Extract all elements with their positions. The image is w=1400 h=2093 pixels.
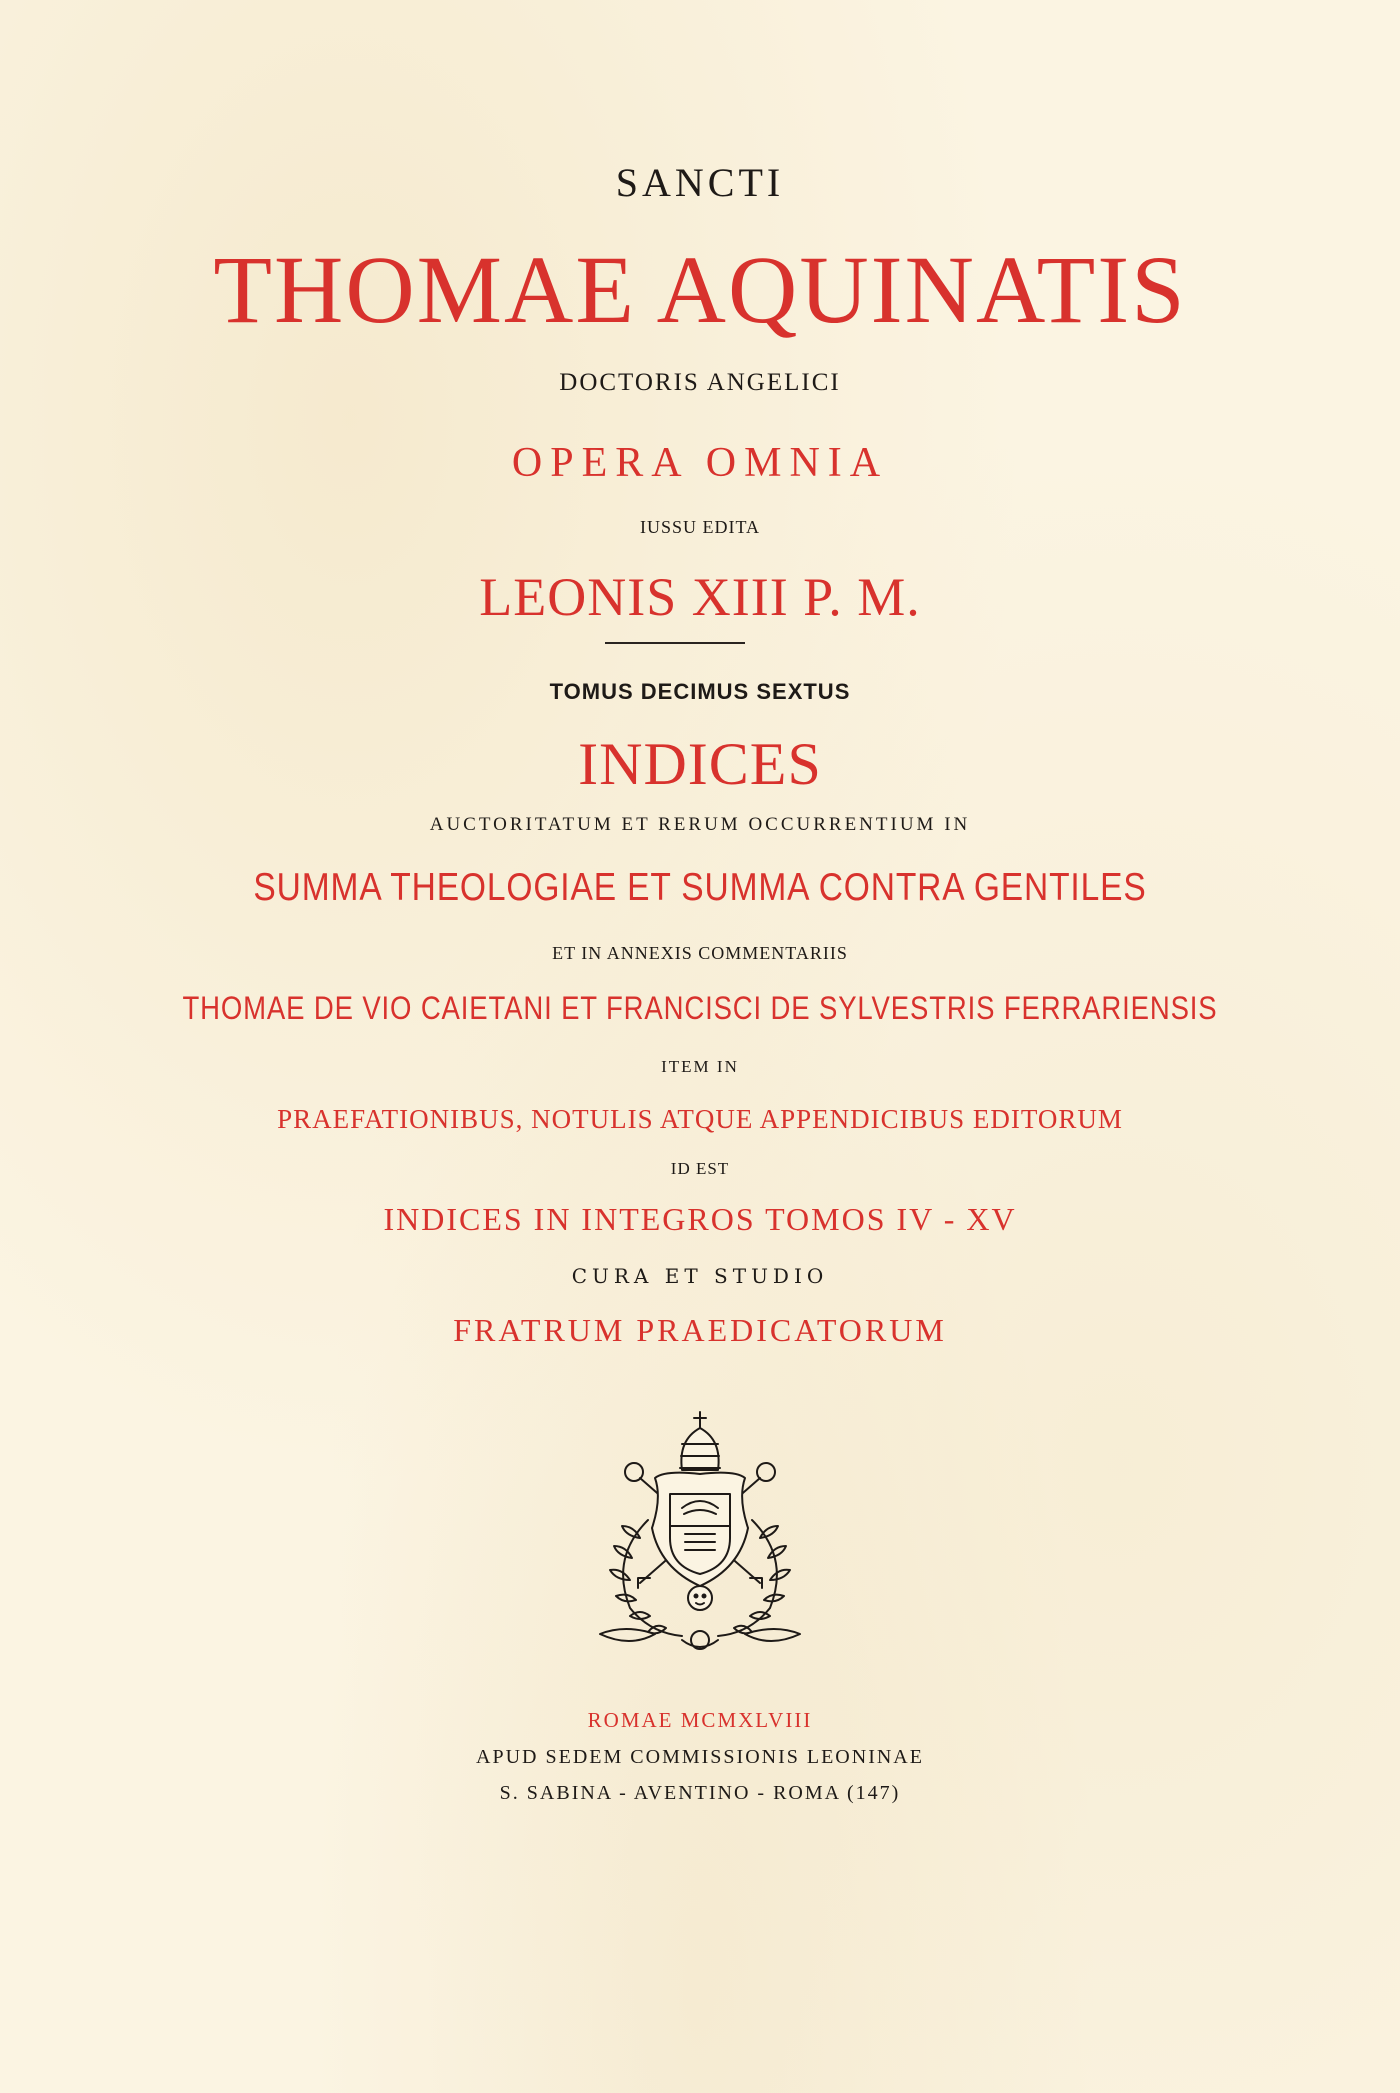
- imprint-publisher: APUD SEDEM COMMISSIONIS LEONINAE: [476, 1746, 924, 1768]
- line-opera-omnia: OPERA OMNIA: [511, 440, 889, 486]
- line-fratrum: FRATRUM PRAEDICATORUM: [453, 1312, 947, 1348]
- divider-rule: [605, 642, 745, 644]
- line-id-est: ID EST: [670, 1159, 730, 1178]
- papal-coat-of-arms-icon: [570, 1408, 830, 1658]
- volume-title: INDICES: [578, 731, 822, 797]
- line-commentators: THOMAE DE VIO CAIETANI ET FRANCISCI DE SYLVESTRIS FERRARIENSIS: [182, 990, 1218, 1026]
- imprint-address: S. SABINA - AVENTINO - ROMA (147): [499, 1782, 901, 1804]
- line-auctoritatum: AUCTORITATUM ET RERUM OCCURRENTIUM IN: [429, 814, 971, 835]
- line-summa: SUMMA THEOLOGIAE ET SUMMA CONTRA GENTILES: [253, 866, 1147, 909]
- volume-number: TOMUS DECIMUS SEXTUS: [549, 679, 851, 704]
- imprint-place-year: ROMAE MCMXLVIII: [587, 1708, 813, 1732]
- line-et-in-annexis: ET IN ANNEXIS COMMENTARIIS: [552, 943, 848, 963]
- line-item-in: ITEM IN: [661, 1057, 739, 1076]
- line-iussu-edita: IUSSU EDITA: [639, 517, 761, 537]
- line-praefationibus: PRAEFATIONIBUS, NOTULIS ATQUE APPENDICIBUS EDITORUM: [277, 1104, 1123, 1134]
- line-leonis: LEONIS XIII P. M.: [479, 567, 921, 627]
- line-cura-et-studio: CURA ET STUDIO: [571, 1264, 829, 1288]
- line-doctoris-angelici: DOCTORIS ANGELICI: [559, 369, 841, 396]
- line-indices-integros: INDICES IN INTEGROS TOMOS IV - XV: [383, 1201, 1017, 1237]
- line-sancti: SANCTI: [615, 160, 785, 205]
- author-name: THOMAE AQUINATIS: [213, 236, 1187, 343]
